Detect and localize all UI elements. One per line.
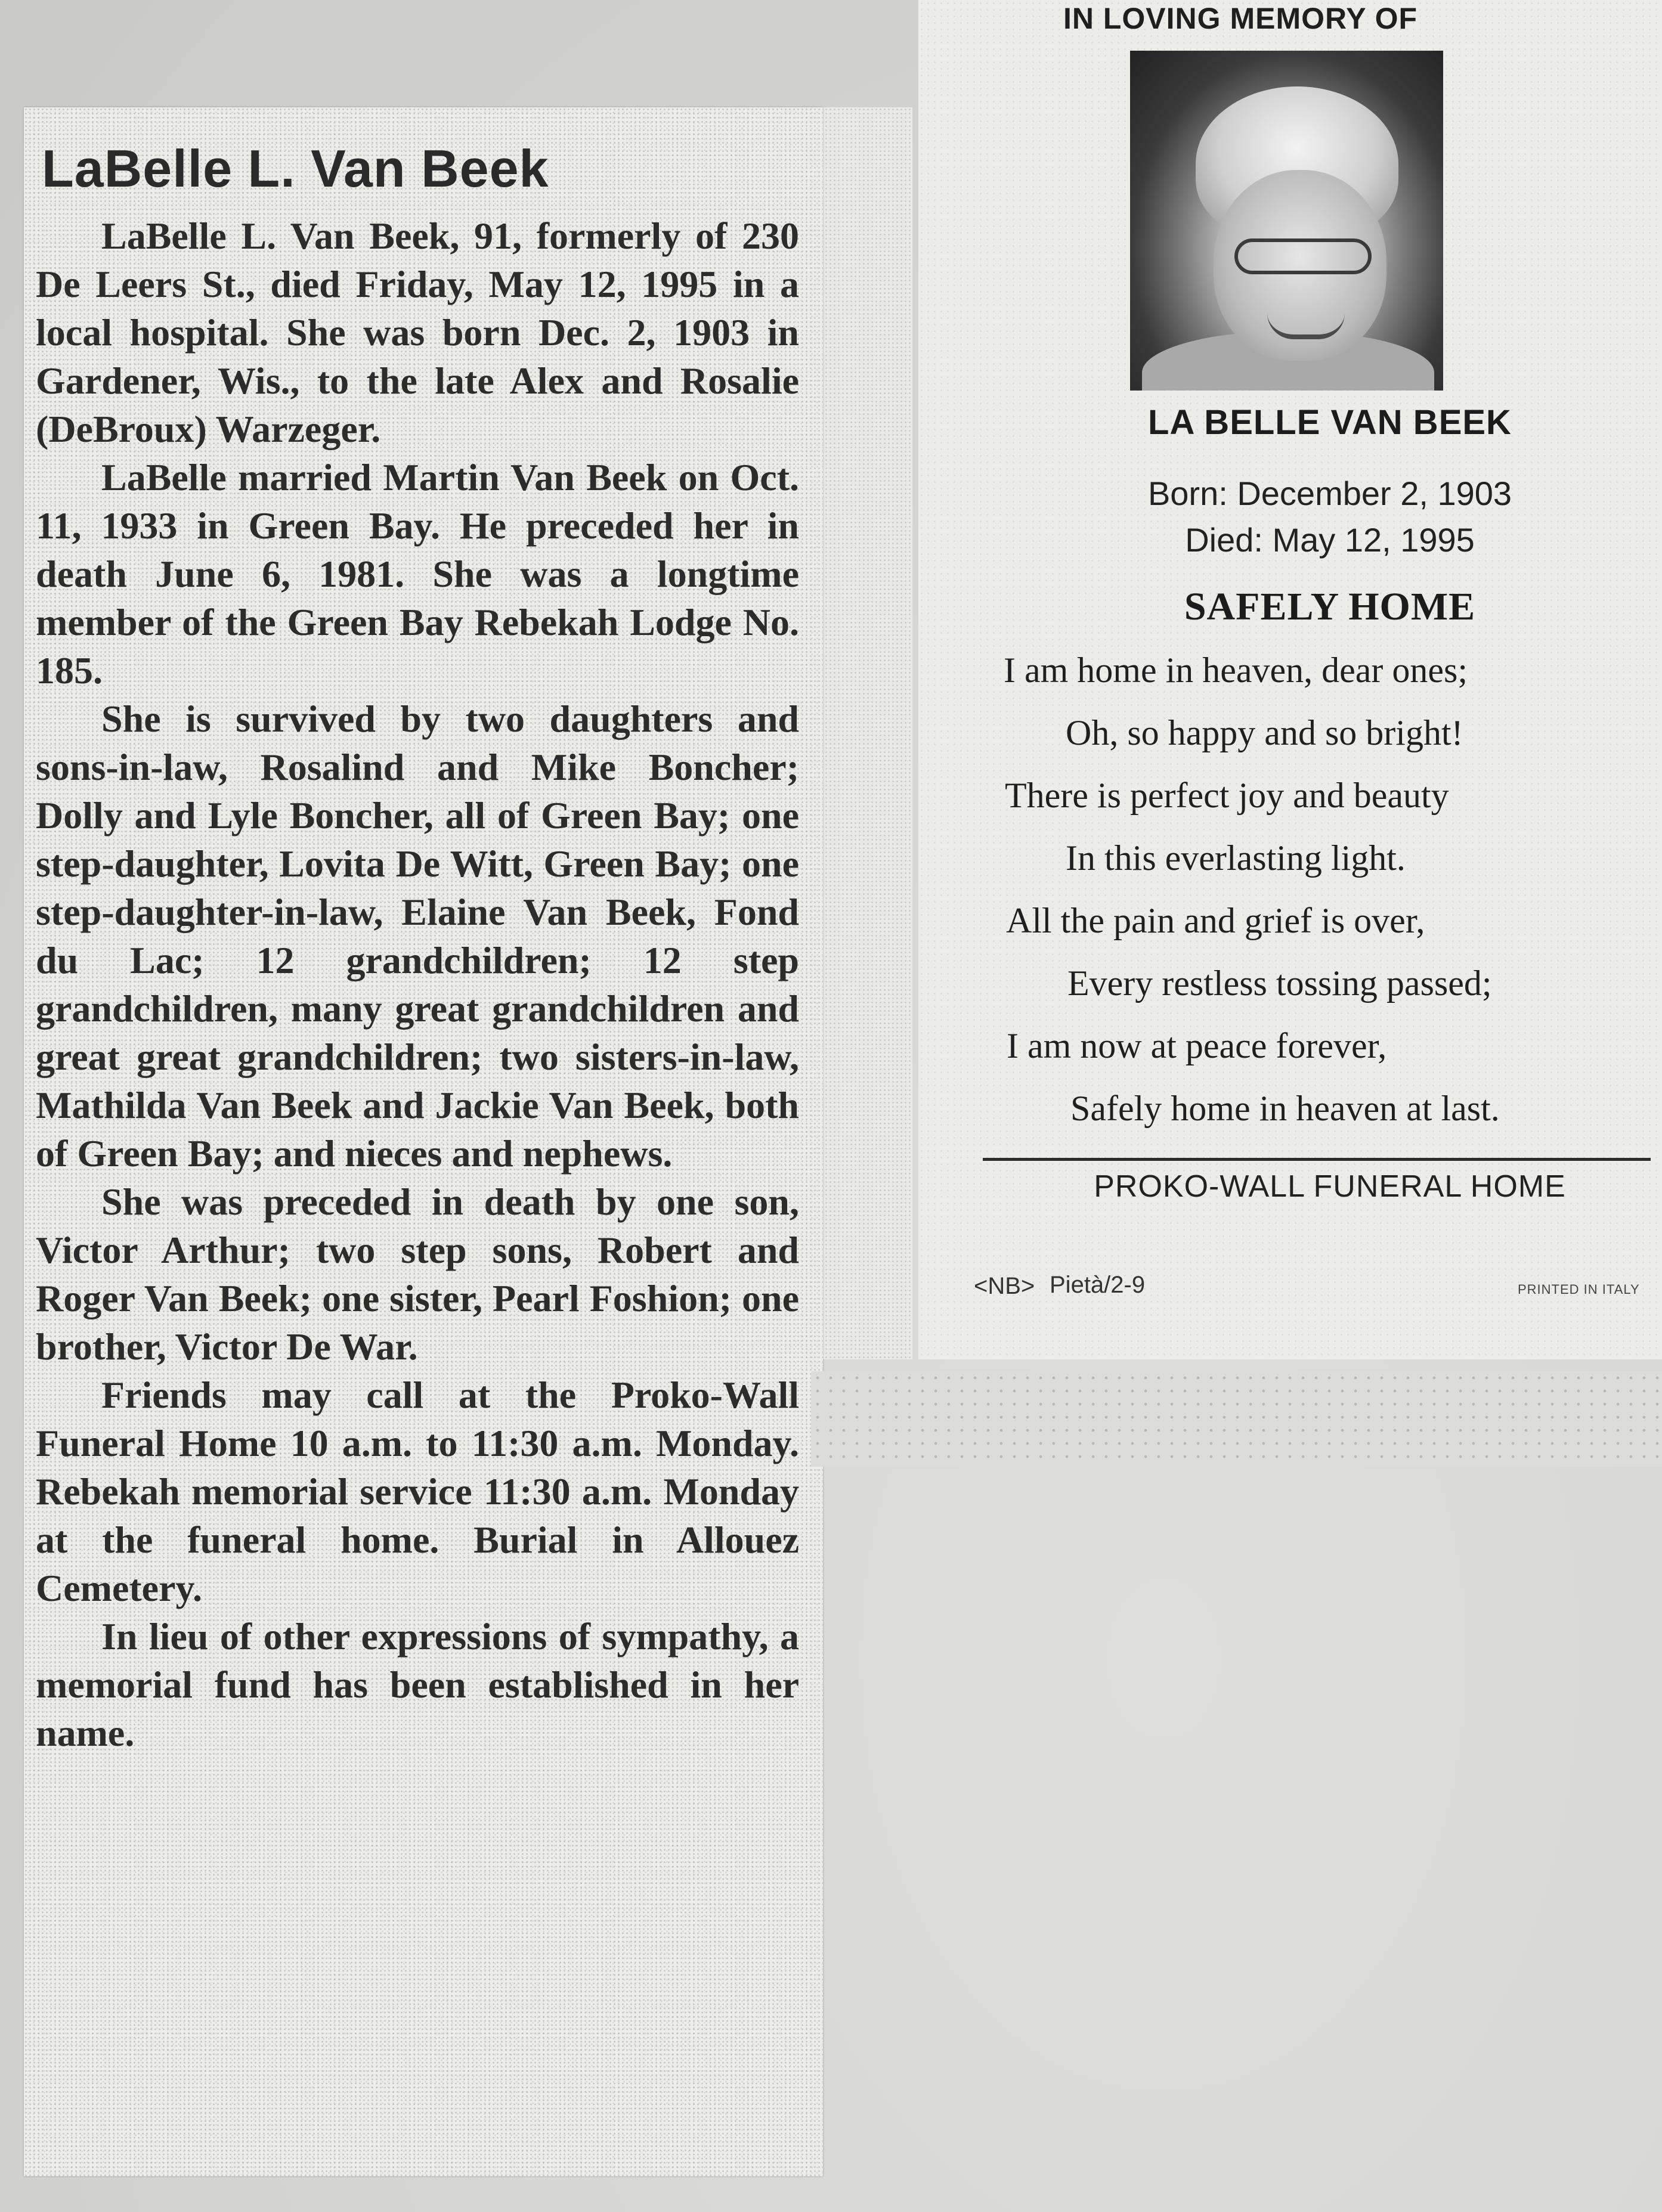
publisher-logo: <NB> <box>974 1273 1035 1299</box>
poem-line: Oh, so happy and so bright! <box>1066 713 1463 752</box>
funeral-home-name: PROKO-WALL FUNERAL HOME <box>1094 1169 1566 1204</box>
poem-line: I am now at peace forever, <box>1007 1026 1387 1065</box>
printed-in-note: PRINTED IN ITALY <box>1518 1282 1640 1297</box>
poem-line: In this everlasting light. <box>1066 838 1406 878</box>
card-dotted-edge <box>811 1371 1662 1467</box>
obituary-paragraph: She is survived by two daughters and sons-in-law, Rosalind and Mike Boncher; Dolly and Lyle Boncher, all of Green Bay; one step-daughter, Lovita De Witt, Green Bay; one step-daughter-in-law, Elaine Van Beek, Fond du Lac; 12 grandchildren; 12 step grandchildren, many great grandchildren and great great grandchildren; two sisters-in-law, Mathilda Van Beek and Jackie Van Beek, both of Green Bay; and nieces and nephews. <box>36 698 799 1175</box>
obituary-paragraph: LaBelle married Martin Van Beek on Oct. 11, 1933 in Green Bay. He preceded her in death June 6, 1981. She was a longtime member of the Green Bay Rebekah Lodge No. 185. <box>36 456 799 692</box>
birth-date: Born: December 2, 1903 <box>1147 475 1512 512</box>
poem-line: I am home in heaven, dear ones; <box>1004 650 1468 690</box>
death-date: Died: May 12, 1995 <box>1185 521 1475 559</box>
poem-line: There is perfect joy and beauty <box>1005 776 1449 815</box>
divider-line <box>983 1158 1651 1161</box>
card-code: Pietà/2-9 <box>1050 1272 1146 1298</box>
portrait-photo <box>1130 51 1443 391</box>
card-heading: IN LOVING MEMORY OF <box>1063 2 1418 35</box>
photo-glasses <box>1234 238 1372 274</box>
obituary-paragraph: LaBelle L. Van Beek, 91, formerly of 230 De Leers St., died Friday, May 12, 1995 in a local hospital. She was born Dec. 2, 1903 in Gardener, Wis., to the late Alex and Rosalie (DeBroux) Warzeger. <box>36 215 799 450</box>
obituary-paragraph: She was preceded in death by one son, Victor Arthur; two step sons, Robert and Roger Van Beek; one sister, Pearl Foshion; one brother, Victor De War. <box>36 1181 799 1368</box>
poem-title: SAFELY HOME <box>1184 585 1476 628</box>
poem-line: Every restless tossing passed; <box>1067 964 1492 1003</box>
obituary-body <box>36 212 799 1757</box>
deceased-name: LA BELLE VAN BEEK <box>1148 403 1512 442</box>
obituary-headline: LaBelle L. Van Beek <box>42 139 549 198</box>
obituary-paragraph: In lieu of other expressions of sympathy, a memorial fund has been established in her name. <box>36 1615 799 1754</box>
poem-line: All the pain and grief is over, <box>1006 901 1425 940</box>
poem-line: Safely home in heaven at last. <box>1070 1089 1500 1128</box>
obituary-paragraph: Friends may call at the Proko-Wall Funeral Home 10 a.m. to 11:30 a.m. Monday. Rebekah memorial service 11:30 a.m. Monday at the funeral home. Burial in Allouez Cemetery. <box>36 1374 799 1609</box>
